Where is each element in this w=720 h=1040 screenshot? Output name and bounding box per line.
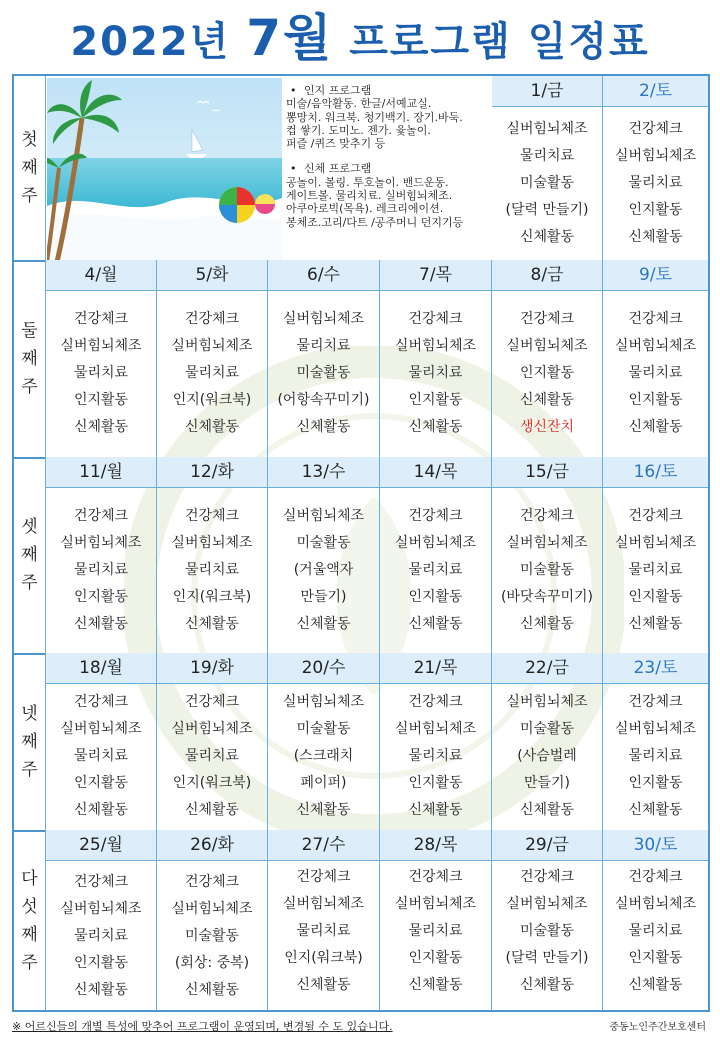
activity-item: 만들기) bbox=[300, 588, 347, 605]
activity-item: 실버힘뇌체조 bbox=[394, 534, 477, 551]
day-activities bbox=[603, 860, 708, 1012]
activity-item: 인지활동 bbox=[408, 775, 463, 791]
activity-item: 건강체크 bbox=[519, 507, 575, 524]
day-header: 19/화 bbox=[157, 653, 267, 683]
activity-item: 신체활동 bbox=[73, 981, 129, 998]
day-activities bbox=[268, 487, 379, 653]
day-header: 20/수 bbox=[268, 653, 379, 683]
activity-item: 인지활동 bbox=[73, 775, 129, 791]
day-header: 7/목 bbox=[380, 260, 491, 290]
activity-item: 인지활동 bbox=[628, 775, 683, 791]
week-label-char: 주 bbox=[21, 953, 38, 973]
activity-item: 신체활동 bbox=[519, 392, 575, 408]
activity-item: 인지(워크북) bbox=[284, 950, 363, 966]
activity-item: 실버힘뇌체조 bbox=[171, 900, 253, 917]
activity-item: 실버힘뇌체조 bbox=[60, 534, 142, 551]
schedule-table bbox=[12, 74, 710, 1012]
day-activities bbox=[492, 290, 602, 457]
day-header: 14/목 bbox=[380, 457, 491, 487]
activity-item: 물리치료 bbox=[408, 561, 463, 578]
day-activities bbox=[492, 106, 602, 260]
day-activities bbox=[46, 290, 156, 457]
day-activities bbox=[268, 290, 379, 457]
activity-item: 미술활동 bbox=[296, 534, 351, 551]
cognitive-program-title: 인지 프로그램 bbox=[304, 84, 372, 97]
activity-item: 물리치료 bbox=[296, 923, 351, 939]
day-activities bbox=[603, 487, 708, 653]
activity-item: 실버힘뇌체조 bbox=[614, 147, 697, 164]
week-label-char: 째 bbox=[21, 925, 38, 945]
activity-item: 건강체크 bbox=[408, 694, 463, 710]
activity-item: 실버힘뇌체조 bbox=[171, 721, 253, 737]
activity-item: 신체활동 bbox=[296, 977, 351, 993]
day-activities bbox=[603, 683, 708, 830]
day-header: 25/월 bbox=[46, 830, 156, 860]
activity-item: 페이퍼) bbox=[300, 775, 347, 791]
day-activities bbox=[157, 683, 267, 830]
activity-item: 건강체크 bbox=[73, 311, 129, 327]
activity-item: 물리치료 bbox=[408, 748, 463, 764]
day-activities bbox=[157, 487, 267, 653]
activity-item: 물리치료 bbox=[628, 923, 683, 939]
program-line: 컵 쌓기. 도미노. 젠가. 윷놀이. bbox=[286, 123, 431, 137]
day-activities bbox=[268, 860, 379, 1012]
activity-item: 신체활동 bbox=[408, 419, 463, 435]
program-line: 퍼즐 /퀴즈 맞추기 등 bbox=[286, 137, 386, 151]
day-header: 27/수 bbox=[268, 830, 379, 860]
activity-item: 인지활동 bbox=[519, 365, 575, 381]
week-label-char: 주 bbox=[21, 759, 38, 780]
day-activities bbox=[46, 860, 156, 1012]
program-line: 게이트볼. 물리치료. 실버힘뇌체조. bbox=[286, 189, 453, 203]
day-header: 5/화 bbox=[157, 260, 267, 290]
week-label bbox=[14, 830, 45, 1012]
activity-item: 실버힘뇌체조 bbox=[394, 896, 477, 912]
day-header: 22/금 bbox=[492, 653, 602, 683]
activity-item: 건강체크 bbox=[628, 507, 683, 524]
activity-item: 신체활동 bbox=[184, 615, 240, 632]
activity-item: 미술활동 bbox=[519, 923, 575, 939]
activity-item: 실버힘뇌체조 bbox=[614, 534, 697, 551]
activity-item: 신체활동 bbox=[73, 615, 129, 632]
activity-item: (어항속꾸미기) bbox=[277, 392, 370, 408]
activity-item: 건강체크 bbox=[184, 507, 240, 524]
activity-item: 신체활동 bbox=[184, 419, 240, 435]
week-label-char: 다 bbox=[21, 869, 38, 889]
activity-item: 인지활동 bbox=[628, 392, 683, 408]
activity-item: 인지활동 bbox=[73, 392, 129, 408]
activity-item: 신체활동 bbox=[519, 802, 575, 818]
week-label-char: 주 bbox=[21, 573, 38, 593]
day-activities bbox=[492, 487, 602, 653]
activity-item: 건강체크 bbox=[296, 869, 351, 885]
activity-item: 건강체크 bbox=[628, 869, 683, 885]
week-label-char: 주 bbox=[21, 186, 38, 206]
activity-item: 신체활동 bbox=[408, 802, 463, 818]
activity-item: 물리치료 bbox=[184, 561, 240, 578]
activity-item: 건강체크 bbox=[408, 869, 463, 885]
activity-item: 건강체크 bbox=[628, 311, 683, 327]
day-header: 16/토 bbox=[603, 457, 708, 487]
activity-item: 건강체크 bbox=[628, 120, 683, 137]
activity-item: 실버힘뇌체조 bbox=[506, 896, 588, 912]
activity-item: 실버힘뇌체조 bbox=[506, 534, 588, 551]
activity-item: 인지활동 bbox=[408, 392, 463, 408]
beach-illustration bbox=[47, 78, 282, 262]
activity-item: 신체활동 bbox=[628, 615, 683, 632]
activity-item: 물리치료 bbox=[73, 561, 129, 578]
activity-item: 건강체크 bbox=[184, 873, 240, 890]
day-header: 13/수 bbox=[268, 457, 379, 487]
activity-item: 신체활동 bbox=[296, 419, 351, 435]
page-title: 2022년 7월 프로그램 일정표 bbox=[70, 9, 650, 67]
day-activities bbox=[380, 290, 491, 457]
activity-item: (달력 만들기) bbox=[505, 201, 589, 218]
footer-notice: ※ 어르신들의 개별 특성에 맞추어 프로그램이 운영되며, 변경될 수 도 있습니다. bbox=[12, 1020, 393, 1033]
activity-item: 미술활동 bbox=[296, 721, 351, 737]
activity-item: 신체활동 bbox=[628, 802, 683, 818]
activity-item: 인지활동 bbox=[408, 950, 463, 966]
week-label bbox=[14, 457, 45, 653]
activity-item: 신체활동 bbox=[73, 419, 129, 435]
activity-item: 물리치료 bbox=[296, 338, 351, 354]
activity-item: 만들기) bbox=[523, 775, 571, 791]
activity-item: 실버힘뇌체조 bbox=[506, 338, 588, 354]
activity-item: 실버힘뇌체조 bbox=[614, 338, 697, 354]
activity-item: 인지활동 bbox=[628, 588, 683, 605]
activity-item: 실버힘뇌체조 bbox=[394, 338, 477, 354]
day-header: 12/화 bbox=[157, 457, 267, 487]
activity-item: 실버힘뇌체조 bbox=[614, 721, 697, 737]
activity-item: 물리치료 bbox=[628, 174, 683, 191]
week-label bbox=[14, 260, 45, 457]
activity-item: 신체활동 bbox=[628, 419, 683, 435]
week-label-char: 째 bbox=[21, 158, 38, 178]
program-line: 봉체조.고리/다트 /공주머니 던지기등 bbox=[286, 215, 464, 229]
activity-item: 인지활동 bbox=[73, 588, 129, 605]
day-activities bbox=[380, 683, 491, 830]
activity-item: 물리치료 bbox=[184, 365, 240, 381]
day-activities bbox=[157, 290, 267, 457]
day-header: 15/금 bbox=[492, 457, 602, 487]
day-header: 18/월 bbox=[46, 653, 156, 683]
activity-item: 실버힘뇌체조 bbox=[394, 721, 477, 737]
day-header: 23/토 bbox=[603, 653, 708, 683]
activity-item: 신체활동 bbox=[296, 802, 351, 818]
activity-item: 실버힘뇌체조 bbox=[506, 120, 588, 137]
activity-item: 물리치료 bbox=[184, 748, 240, 764]
activity-item: 신체활동 bbox=[184, 802, 240, 818]
activity-item: 건강체크 bbox=[408, 507, 463, 524]
week-label-char: 주 bbox=[21, 376, 38, 397]
day-activities bbox=[157, 860, 267, 1012]
day-header: 9/토 bbox=[603, 260, 708, 290]
activity-item: 인지활동 bbox=[628, 950, 683, 966]
day-header: 30/토 bbox=[603, 830, 708, 860]
activity-item: 건강체크 bbox=[73, 694, 129, 710]
activity-item: (회상: 중복) bbox=[174, 954, 250, 971]
activity-item: 신체활동 bbox=[519, 228, 575, 245]
activity-item: 실버힘뇌체조 bbox=[282, 694, 365, 710]
day-activities bbox=[268, 683, 379, 830]
activity-item: 미술활동 bbox=[519, 721, 575, 737]
day-activities bbox=[46, 487, 156, 653]
activity-item: 건강체크 bbox=[184, 694, 240, 710]
activity-item: 인지(워크북) bbox=[172, 775, 252, 791]
day-header: 11/월 bbox=[46, 457, 156, 487]
day-activities bbox=[603, 290, 708, 457]
day-header: 8/금 bbox=[492, 260, 602, 290]
activity-item: 건강체크 bbox=[73, 507, 129, 524]
week-label-char: 째 bbox=[21, 545, 38, 565]
physical-program-title: 신체 프로그램 bbox=[304, 162, 372, 176]
program-line: 뽕망치. 워크북. 청기백기. 장기.바둑. bbox=[286, 110, 463, 124]
day-header: 6/수 bbox=[268, 260, 379, 290]
activity-item: 건강체크 bbox=[628, 694, 683, 710]
day-header: 28/목 bbox=[380, 830, 491, 860]
activity-item: 물리치료 bbox=[408, 923, 463, 939]
day-activities bbox=[46, 683, 156, 830]
activity-item: (사슴벌레 bbox=[517, 748, 577, 764]
activity-item: 실버힘뇌체조 bbox=[282, 896, 365, 912]
activity-item: 실버힘뇌체조 bbox=[614, 896, 697, 912]
activity-item: 신체활동 bbox=[628, 228, 683, 245]
activity-item: 실버힘뇌체조 bbox=[171, 534, 253, 551]
activity-item: 물리치료 bbox=[628, 561, 683, 578]
week-label-char: 넷 bbox=[21, 703, 38, 724]
activity-item: 신체활동 bbox=[408, 977, 463, 993]
day-activities bbox=[492, 683, 602, 830]
day-header: 21/목 bbox=[380, 653, 491, 683]
program-description: • 인지 프로그램 미술/음악활동. 한글/서예교실. 뽕망치. 워크북. 청기백기. 장기.바둑. 컵 쌓기. 도미노. 젠가. 윷놀이. 퍼즐 /퀴즈 맞추기 등 • 신체 프로그램 공놀이. 볼링. 투호놀이. 밴드운동. 게이트볼. 물리치료. 실버힘뇌체조. 아쿠아로빅(목욕). 레크리에이션. 봉체조.고리/다트 /공주머니 던지기등 bbox=[286, 84, 506, 229]
activity-item: 물리치료 bbox=[519, 147, 575, 164]
activity-item: 실버힘뇌체조 bbox=[171, 338, 253, 354]
week-label bbox=[14, 653, 45, 830]
day-header: 29/금 bbox=[492, 830, 602, 860]
activity-item: 물리치료 bbox=[628, 748, 683, 764]
week-label-char: 째 bbox=[21, 348, 38, 369]
week-label bbox=[14, 76, 45, 260]
activity-item: 미술활동 bbox=[184, 927, 240, 944]
activity-item: 미술활동 bbox=[296, 365, 351, 381]
program-line: 공놀이. 볼링. 투호놀이. 밴드운동. bbox=[286, 175, 449, 189]
week-label-char: 째 bbox=[21, 731, 38, 752]
activity-item: 인지활동 bbox=[408, 588, 463, 605]
activity-item: (스크래치 bbox=[293, 748, 354, 764]
day-activities bbox=[380, 487, 491, 653]
activity-item: 실버힘뇌체조 bbox=[506, 694, 588, 710]
day-header: 2/토 bbox=[603, 76, 708, 106]
week-label-char: 둘 bbox=[21, 320, 38, 341]
activity-item: 물리치료 bbox=[73, 927, 129, 944]
activity-item: 물리치료 bbox=[628, 365, 683, 381]
program-line: 미술/음악활동. 한글/서예교실. bbox=[286, 97, 432, 111]
center-name: 중동노인주간보호센터 bbox=[609, 1022, 706, 1033]
activity-item: 건강체크 bbox=[519, 311, 575, 327]
activity-item: (바닷속꾸미기) bbox=[500, 588, 594, 605]
activity-item: 건강체크 bbox=[519, 869, 575, 885]
activity-item: 실버힘뇌체조 bbox=[60, 338, 142, 354]
activity-item: 건강체크 bbox=[73, 873, 129, 890]
activity-item: (달력 만들기) bbox=[505, 950, 589, 966]
activity-item: 실버힘뇌체조 bbox=[60, 900, 142, 917]
activity-item: 물리치료 bbox=[73, 365, 129, 381]
activity-item: 미술활동 bbox=[519, 174, 575, 191]
day-header: 4/월 bbox=[46, 260, 156, 290]
activity-item: 신체활동 bbox=[519, 615, 575, 632]
activity-item: 물리치료 bbox=[408, 365, 463, 381]
activity-item: 인지(워크북) bbox=[172, 588, 252, 605]
activity-item: 인지활동 bbox=[73, 954, 129, 971]
activity-item: 실버힘뇌체조 bbox=[60, 721, 142, 737]
activity-item: 신체활동 bbox=[519, 977, 575, 993]
day-header: 1/금 bbox=[492, 76, 602, 106]
activity-item: 실버힘뇌체조 bbox=[282, 311, 365, 327]
activity-item: 생신잔치 bbox=[519, 419, 575, 435]
activity-item: 물리치료 bbox=[73, 748, 129, 764]
week-label-char: 셋 bbox=[21, 517, 38, 537]
activity-item: 신체활동 bbox=[628, 977, 683, 993]
activity-item: 인지(워크북) bbox=[172, 392, 252, 408]
day-activities bbox=[380, 860, 491, 1012]
program-line: 아쿠아로빅(목욕). 레크리에이션. bbox=[286, 202, 444, 216]
day-activities bbox=[603, 106, 708, 260]
day-activities bbox=[492, 860, 602, 1012]
activity-item: 신체활동 bbox=[73, 802, 129, 818]
week-label-char: 첫 bbox=[21, 130, 38, 150]
activity-item: 건강체크 bbox=[408, 311, 463, 327]
day-header: 26/화 bbox=[157, 830, 267, 860]
activity-item: 건강체크 bbox=[184, 311, 240, 327]
activity-item: 신체활동 bbox=[408, 615, 463, 632]
activity-item: 신체활동 bbox=[184, 981, 240, 998]
activity-item: 미술활동 bbox=[519, 561, 575, 578]
week-label-char: 섯 bbox=[21, 897, 38, 917]
activity-item: 인지활동 bbox=[628, 201, 683, 218]
activity-item: (거울액자 bbox=[293, 561, 354, 578]
activity-item: 실버힘뇌체조 bbox=[282, 507, 365, 524]
activity-item: 신체활동 bbox=[296, 615, 351, 632]
